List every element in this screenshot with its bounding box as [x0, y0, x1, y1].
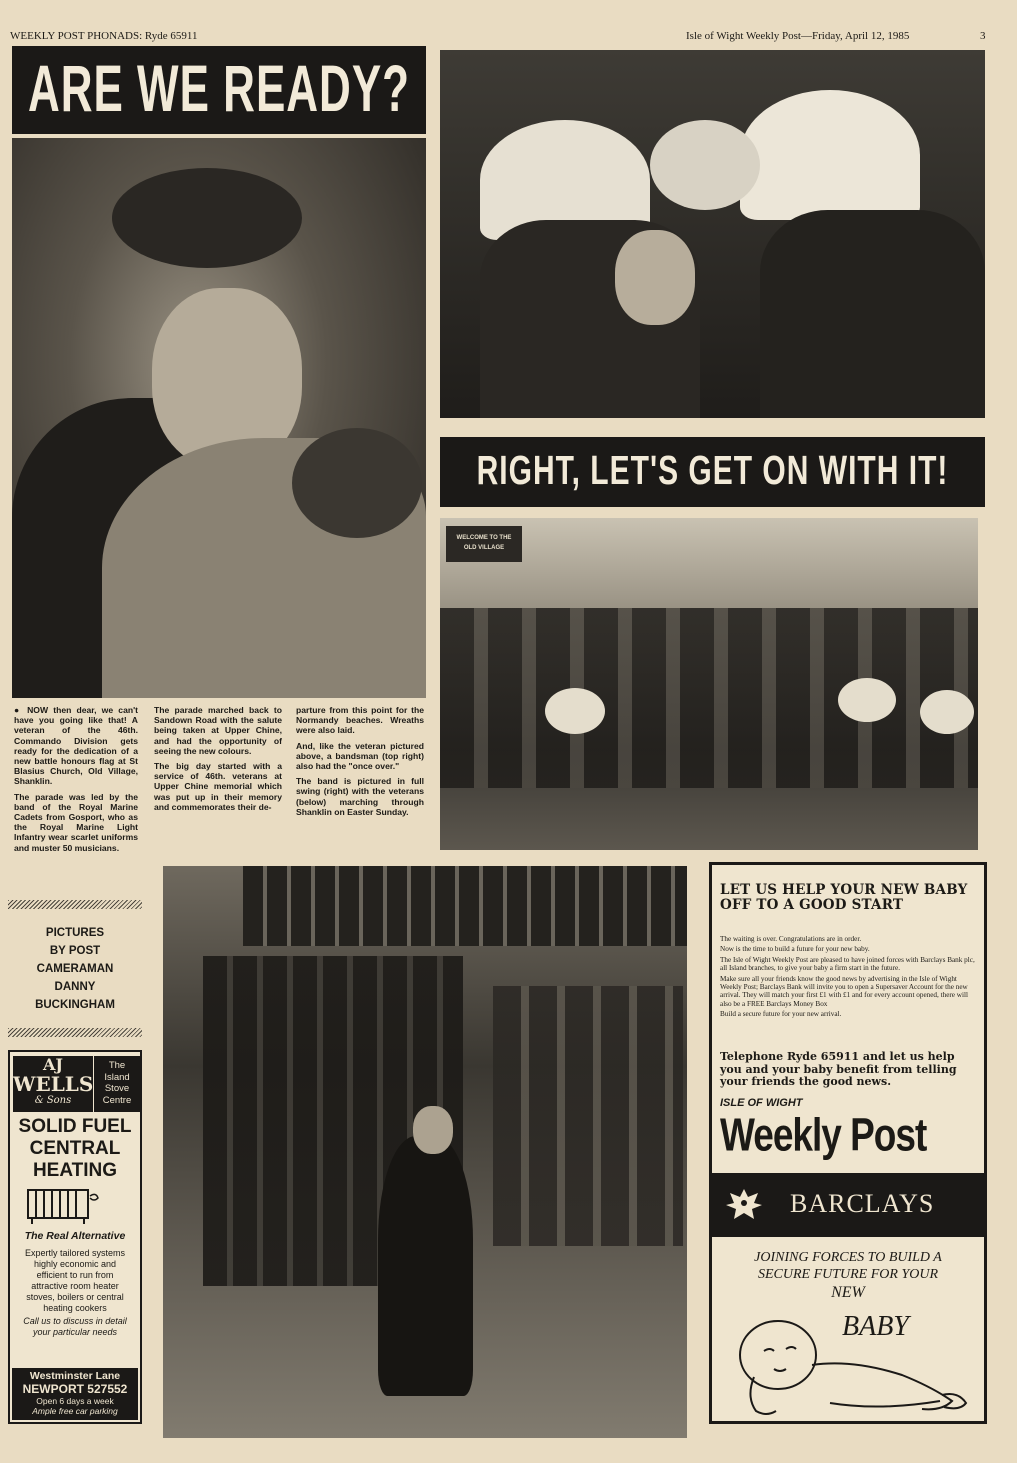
divider-hatch-top	[8, 900, 142, 909]
wells-logo	[13, 1056, 93, 1112]
baby-slogan-4: BABY	[842, 1311, 909, 1342]
baby-slogan-2: SECURE FUTURE FOR YOUR	[757, 1267, 939, 1282]
photo-figure-hair	[292, 428, 422, 538]
wells-tag-4: Centre	[102, 1094, 132, 1106]
headline-are-we-ready: ARE WE READY?	[12, 46, 426, 134]
baby-ad-p3: The Isle of Wight Weekly Post are pleased to have joined forces with Barclays Bank plc, all Island branches, to give your baby a firm start in the future.	[720, 955, 975, 973]
radiator-icon	[26, 1186, 100, 1226]
caption-departure: parture from this point for the Normandy beaches. Wreaths were also laid.	[296, 705, 424, 736]
credit-line-3: CAMERAMAN	[36, 963, 114, 975]
advert-baby-barclays	[709, 862, 987, 1424]
photo-bandsman-helmets	[440, 50, 985, 418]
wells-tagline	[94, 1056, 140, 1112]
barclays-eagle-icon	[722, 1183, 766, 1227]
wells-logo-wells: WELLS	[13, 1072, 94, 1096]
caption-veteran: ● NOW then dear, we can't have you going like that! A veteran of the 46th. Commando Division gets ready for the dedication of a new battle honours flag at St Blasius Church, Old Village, Shanklin.	[14, 705, 138, 787]
wells-tag-1: The	[108, 1060, 126, 1071]
baby-ad-p1: The waiting is over. Congratulations are in order.	[720, 935, 862, 943]
wells-headline-2: CENTRAL	[29, 1138, 121, 1159]
caption-big-day: The big day started with a service of 46th. veterans at Upper Chine memorial which was put up in their memory and commemorates their de-	[154, 761, 282, 812]
wells-address-2: NEWPORT 527552	[22, 1382, 128, 1396]
wells-slogan: The Real Alternative	[24, 1230, 126, 1242]
photo-veteran-beret	[12, 138, 426, 698]
photo-credit	[8, 924, 142, 1014]
credit-line-2: BY POST	[49, 945, 101, 957]
barclays-block	[712, 1173, 984, 1237]
wells-body-2: Call us to discuss in detail your particular needs	[23, 1316, 127, 1337]
wells-logo-sons: & Sons	[34, 1095, 72, 1106]
header-phonads: WEEKLY POST PHONADS: Ryde 65911	[10, 30, 198, 42]
credit-line-5: BUCKINGHAM	[35, 999, 115, 1011]
advert-aj-wells	[8, 1050, 142, 1424]
header-dateline: Isle of Wight Weekly Post—Friday, April 12, 1985	[686, 30, 910, 42]
photo-band-rank	[440, 608, 978, 788]
baby-slogan-3: NEW	[831, 1284, 865, 1301]
wells-headline-3: HEATING	[32, 1160, 118, 1181]
headline-lets-get-on: RIGHT, LET'S GET ON WITH IT!	[440, 437, 985, 507]
baby-ad-p2: Now is the time to build a future for your new baby.	[720, 945, 870, 954]
baby-drawing-icon	[720, 1285, 980, 1419]
baby-ad-phone: Telephone Ryde 65911 and let us help you and your baby benefit from telling your friends the good news.	[720, 1050, 957, 1089]
photo-drum-1	[545, 688, 605, 734]
photo-helmet-right	[740, 90, 920, 220]
wells-headline	[10, 1116, 140, 1182]
photo-drum-2	[838, 678, 896, 722]
wells-address-block	[12, 1368, 138, 1420]
photo-drum-3	[920, 690, 974, 734]
photo-veterans-marching	[163, 866, 687, 1438]
caption-column-3	[296, 705, 424, 822]
baby-ad-headline: LET US HELP YOUR NEW BABY OFF TO A GOOD START	[720, 882, 968, 913]
caption-march-back: The parade marched back to Sandown Road with the salute being taken at Upper Chine, and had the opportunity of seeing the new colours.	[154, 705, 282, 756]
baby-ad-body	[720, 935, 976, 1019]
wells-tag-2: Island	[104, 1071, 130, 1083]
wells-headline-1: SOLID FUEL	[18, 1116, 132, 1137]
baby-drawing-svg	[720, 1285, 980, 1419]
photo-lead-veteran-face	[413, 1106, 453, 1154]
wells-address-1: Westminster Lane	[29, 1370, 121, 1382]
photo-figure-beret	[112, 168, 302, 268]
baby-ad-p5: Build a secure future for your new arrival.	[720, 1010, 842, 1019]
photo-sign-welcome	[446, 526, 522, 562]
wells-body-1: Expertly tailored systems highly economic and efficient to run from attractive room heater stoves, boilers or central heating cookers	[24, 1248, 126, 1313]
caption-column-1	[14, 705, 138, 858]
credit-line-1: PICTURES	[45, 927, 105, 939]
weekly-post-logo-big: Weekly Post	[720, 1109, 927, 1161]
photo-cadet-face	[615, 230, 695, 325]
photo-crowd-right	[493, 986, 683, 1246]
credit-line-4: DANNY	[54, 981, 96, 993]
weekly-post-logo	[720, 1097, 976, 1161]
wells-hours-1: Open 6 days a week	[36, 1396, 114, 1406]
baby-slogan-1: JOINING FORCES TO BUILD A	[754, 1250, 942, 1265]
radiator-icon-svg	[26, 1186, 100, 1226]
weekly-post-logo-small: ISLE OF WIGHT	[720, 1097, 803, 1109]
photo-tunic-right	[760, 210, 985, 418]
wells-logo-aj: AJ	[43, 1055, 63, 1074]
barclays-name: BARCLAYS	[790, 1189, 935, 1218]
page-number: 3	[980, 30, 986, 42]
photo-helmet-top	[650, 120, 760, 210]
sign-welcome-line1: WELCOME TO THE	[456, 535, 512, 541]
caption-full-swing: The band is pictured in full swing (right) with the veterans (below) marching through Shanklin on Easter Sunday.	[296, 776, 424, 817]
caption-column-2	[154, 705, 282, 817]
baby-ad-p4: Make sure all your friends know the good news by advertising in the Isle of Wight Weekly Post; Barclays Bank will invite you to open a Supersaver Account for the new arrival. They will match your first £1 with £1 and for every account opened, there will also be a FREE Barclays Money Box	[720, 974, 968, 1008]
caption-once-over: And, like the veteran pictured above, a bandsman (top right) also had the "once over."	[296, 740, 424, 772]
wells-tag-3: Stove	[104, 1083, 130, 1094]
sign-welcome-line2: OLD VILLAGE	[463, 545, 505, 551]
photo-lead-veteran	[378, 1136, 473, 1396]
divider-hatch-bottom	[8, 1028, 142, 1037]
photo-shopfront	[243, 866, 687, 946]
photo-band-marching	[440, 518, 978, 850]
caption-band-led: The parade was led by the band of the Royal Marine Cadets from Gosport, who as the Royal Marine Light Infantry wear scarlet uniforms and muster 50 musicians.	[14, 791, 138, 853]
barclays-eagle-svg	[722, 1183, 766, 1227]
wells-hours-2: Ample free car parking	[32, 1406, 118, 1416]
